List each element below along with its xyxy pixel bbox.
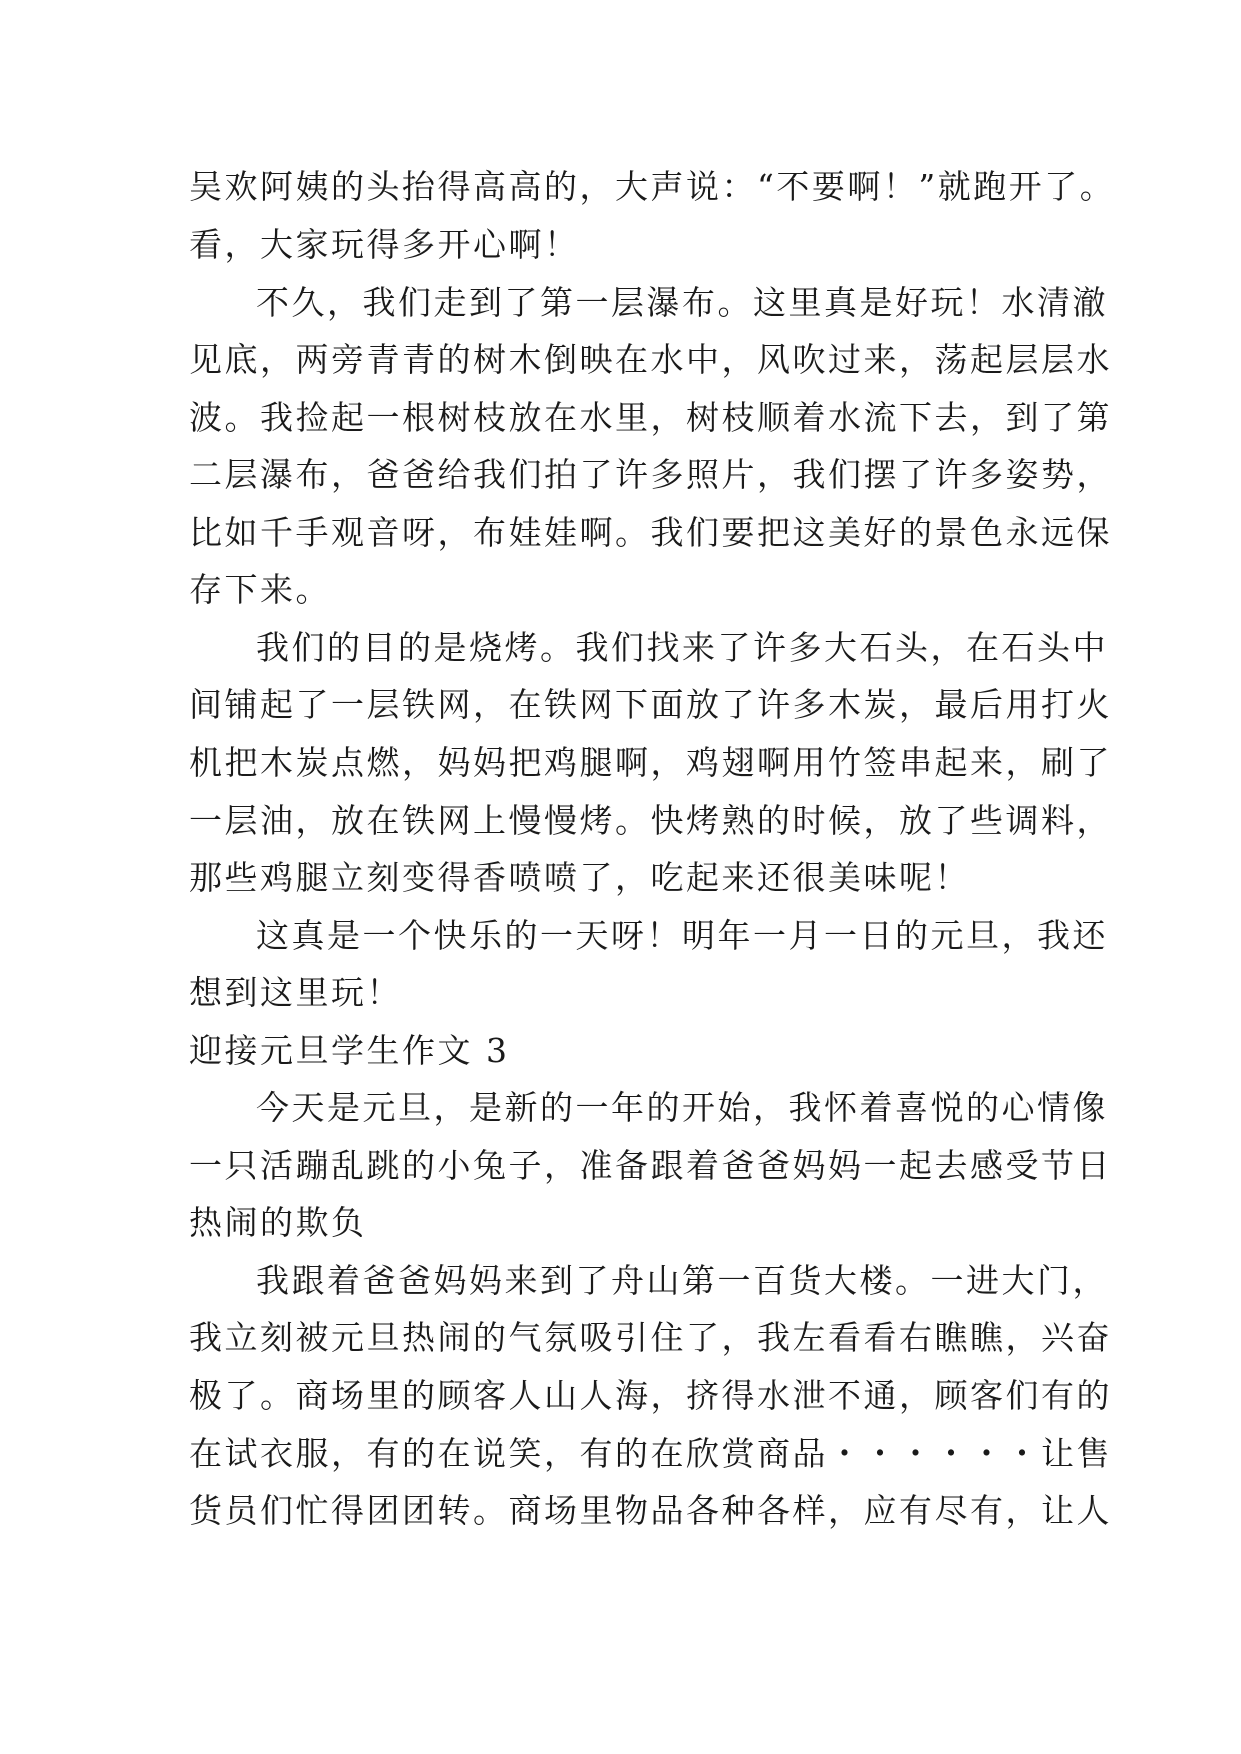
section-heading: 迎接元旦学生作文 3 xyxy=(189,1031,510,1070)
text-line: 我跟着爸爸妈妈来到了舟山第一百货大楼。一进大门， xyxy=(256,1261,1108,1300)
text-line: 我们的目的是烧烤。我们找来了许多大石头，在石头中 xyxy=(256,628,1108,667)
text-line: 想到这里玩！ xyxy=(189,973,402,1012)
text-line: 看，大家玩得多开心啊！ xyxy=(189,225,580,264)
text-line: 货员们忙得团团转。商场里物品各种各样，应有尽有，让人 xyxy=(189,1491,1112,1530)
text-line: 存下来。 xyxy=(189,570,331,609)
text-line: 比如千手观音呀，布娃娃啊。我们要把这美好的景色永远保 xyxy=(189,513,1112,552)
text-line: 热闹的欺负 xyxy=(189,1203,367,1242)
text-line: 见底，两旁青青的树木倒映在水中，风吹过来，荡起层层水 xyxy=(189,340,1112,379)
text-line: 不久，我们走到了第一层瀑布。这里真是好玩！水清澈 xyxy=(256,283,1108,322)
text-line: 在试衣服，有的在说笑，有的在欣赏商品・・・・・・让售 xyxy=(189,1434,1112,1473)
text-line: 一层油，放在铁网上慢慢烤。快烤熟的时候，放了些调料， xyxy=(189,801,1112,840)
text-line: 一只活蹦乱跳的小兔子，准备跟着爸爸妈妈一起去感受节日 xyxy=(189,1146,1112,1185)
text-line: 吴欢阿姨的头抬得高高的，大声说：“不要啊！”就跑开了。 xyxy=(189,167,1116,206)
text-line: 今天是元旦，是新的一年的开始，我怀着喜悦的心情像 xyxy=(256,1088,1108,1127)
text-line: 这真是一个快乐的一天呀！明年一月一日的元旦，我还 xyxy=(256,916,1108,955)
text-line: 波。我捡起一根树枝放在水里，树枝顺着水流下去，到了第 xyxy=(189,398,1112,437)
text-line: 机把木炭点燃，妈妈把鸡腿啊，鸡翅啊用竹签串起来，刷了 xyxy=(189,743,1112,782)
text-line: 间铺起了一层铁网，在铁网下面放了许多木炭，最后用打火 xyxy=(189,685,1112,724)
text-line: 那些鸡腿立刻变得香喷喷了，吃起来还很美味呢！ xyxy=(189,858,970,897)
text-line: 极了。商场里的顾客人山人海，挤得水泄不通，顾客们有的 xyxy=(189,1376,1112,1415)
text-line: 我立刻被元旦热闹的气氛吸引住了，我左看看右瞧瞧，兴奋 xyxy=(189,1318,1112,1357)
text-line: 二层瀑布，爸爸给我们拍了许多照片，我们摆了许多姿势， xyxy=(189,455,1112,494)
